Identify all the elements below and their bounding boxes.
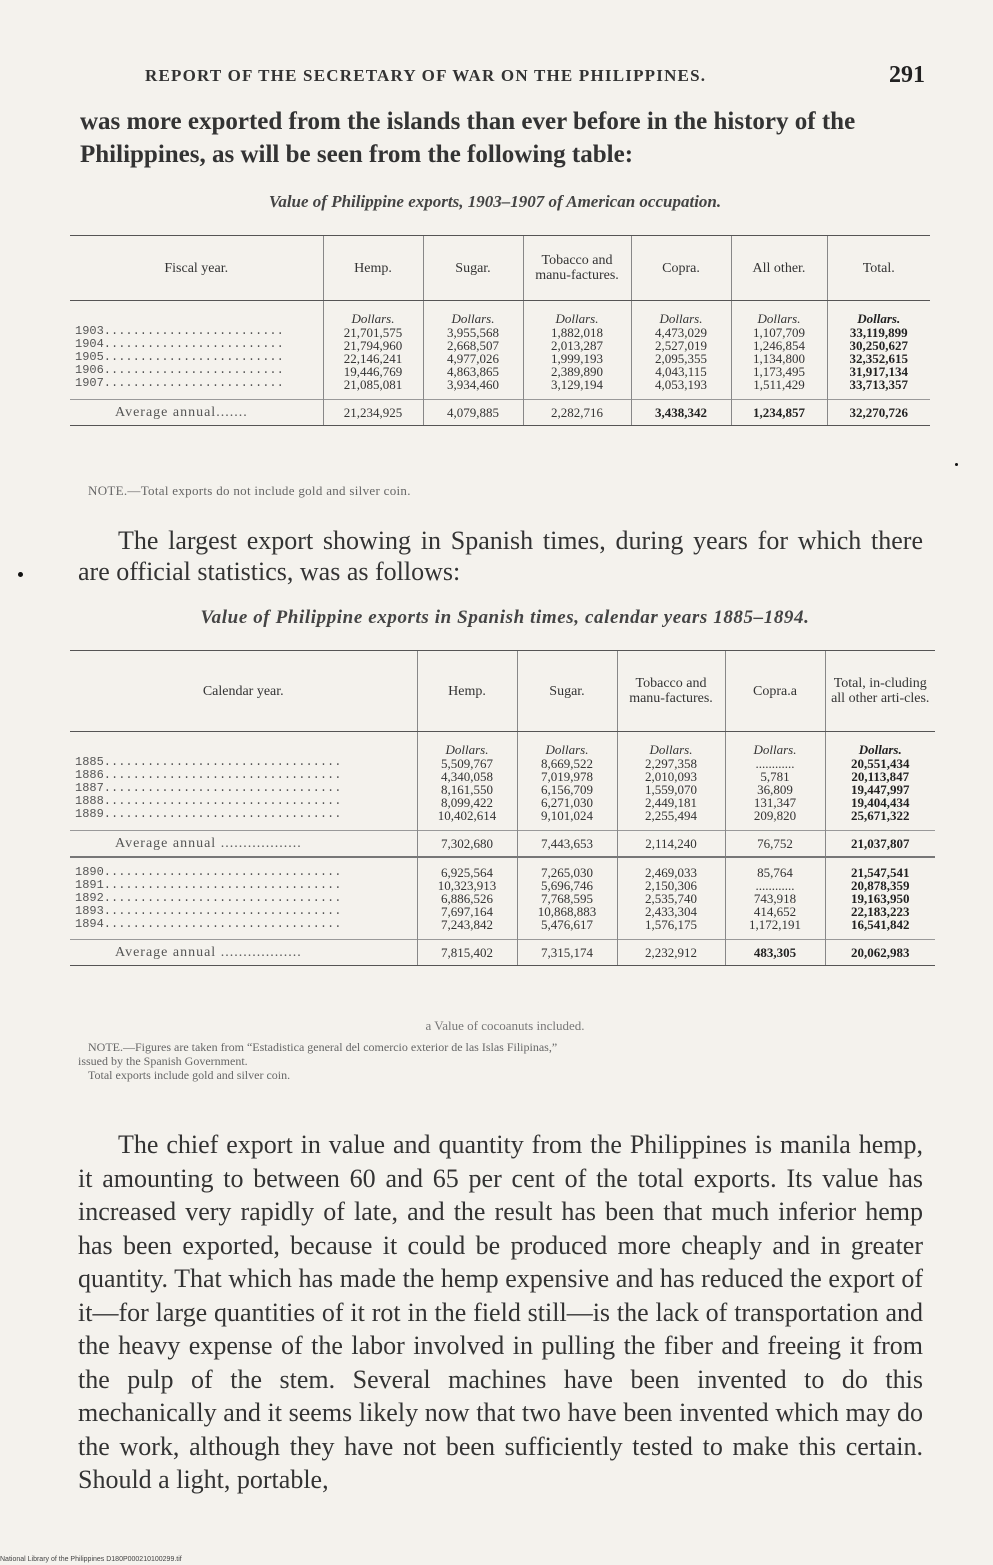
- unit-label: Dollars.: [659, 311, 703, 326]
- cell: 10,323,913: [437, 878, 497, 893]
- cell: 2,297,358: [645, 756, 697, 771]
- cell: 10,402,614: [437, 808, 497, 823]
- unit-label: Dollars.: [545, 742, 589, 757]
- cell: 10,868,883: [537, 904, 597, 919]
- cell: 21,037,807: [825, 831, 935, 858]
- table2-footnote: a Value of cocoanuts included.: [425, 1018, 585, 1033]
- cell: 85,764: [757, 865, 793, 880]
- cell: 21,085,081: [343, 377, 403, 392]
- cell: 22,146,241: [343, 351, 403, 366]
- cell: 6,271,030: [541, 795, 593, 810]
- cell: 5,781: [760, 769, 790, 784]
- unit-label: Dollars.: [451, 311, 495, 326]
- row-label: 1893.................................: [75, 904, 342, 918]
- col-header: Fiscal year.: [70, 236, 323, 301]
- cell: 743,918: [753, 891, 797, 906]
- unit-label: Dollars.: [757, 311, 801, 326]
- col-header: Sugar.: [423, 236, 523, 301]
- cell: 7,265,030: [541, 865, 593, 880]
- row-label: 1888.................................: [75, 794, 342, 808]
- cell: 21,794,960: [343, 338, 403, 353]
- cell: 4,473,029: [655, 325, 707, 340]
- cell: 1,134,800: [753, 351, 805, 366]
- cell: 76,752: [725, 831, 825, 858]
- cell: 1,999,193: [551, 351, 603, 366]
- cell: 7,443,653: [517, 831, 617, 858]
- cell: 33,713,357: [849, 377, 908, 392]
- cell: 7,019,978: [541, 769, 593, 784]
- cell: 2,449,181: [645, 795, 697, 810]
- col-header: Sugar.: [517, 651, 617, 732]
- cell: 1,172,191: [749, 917, 801, 932]
- cell: 3,934,460: [447, 377, 499, 392]
- row-label: 1890.................................: [75, 865, 342, 879]
- table2-header-row: [70, 651, 935, 732]
- cell: 9,101,024: [541, 808, 593, 823]
- row-label: 1903.........................: [75, 324, 284, 338]
- unit-label: Dollars.: [857, 311, 901, 326]
- cell: 6,925,564: [441, 865, 493, 880]
- row-label: Average annual ..................: [70, 940, 417, 966]
- table2-note: [78, 1040, 948, 1082]
- table1-note: NOTE.—Total exports do not include gold and silver coin.: [88, 483, 411, 498]
- row-label: 1891.................................: [75, 878, 342, 892]
- cell: 1,559,070: [645, 782, 697, 797]
- row-label: 1905.........................: [75, 350, 284, 364]
- table2-group2-block: [70, 857, 935, 940]
- cell: 2,232,912: [617, 940, 725, 966]
- table1-caption: Value of Philippine exports, 1903–1907 of American occupation.: [268, 192, 722, 211]
- cell: 4,043,115: [655, 364, 707, 379]
- cell: 5,476,617: [541, 917, 593, 932]
- cell: ............: [755, 756, 795, 771]
- cell: 5,509,767: [441, 756, 493, 771]
- cell: 4,863,865: [447, 364, 499, 379]
- cell: 21,547,541: [851, 865, 910, 880]
- american-exports-table: [70, 235, 930, 426]
- cell: 2,150,306: [645, 878, 697, 893]
- cell: 4,053,193: [655, 377, 707, 392]
- cell: 19,404,434: [851, 795, 910, 810]
- cell: 2,282,716: [523, 400, 631, 426]
- cell: 2,527,019: [655, 338, 707, 353]
- note-line: NOTE.—Figures are taken from “Estadistica general del comercio exterior de las Islas Filipinas,”: [88, 1040, 558, 1054]
- row-label: Average annual ..................: [70, 831, 417, 858]
- cell: 1,246,854: [753, 338, 805, 353]
- cell: 6,886,526: [441, 891, 493, 906]
- unit-label: Dollars.: [649, 742, 693, 757]
- col-header: Hemp.: [323, 236, 423, 301]
- unit-label: Dollars.: [753, 742, 797, 757]
- cell: 32,270,726: [827, 400, 930, 426]
- col-header: Copra.: [631, 236, 731, 301]
- cell: 20,062,983: [825, 940, 935, 966]
- cell: 1,107,709: [753, 325, 805, 340]
- table2-caption: Value of Philippine exports in Spanish times, calendar years 1885–1894.: [200, 607, 810, 628]
- unit-label: Dollars.: [351, 311, 395, 326]
- cell: 32,352,615: [849, 351, 908, 366]
- cell: 1,882,018: [551, 325, 603, 340]
- table1-header-row: [70, 236, 930, 301]
- cell: 21,701,575: [343, 325, 403, 340]
- cell: 4,977,026: [447, 351, 499, 366]
- cell: 209,820: [753, 808, 797, 823]
- cell: 8,161,550: [441, 782, 493, 797]
- unit-label: Dollars.: [555, 311, 599, 326]
- cell: 25,671,322: [851, 808, 910, 823]
- cell: 1,234,857: [731, 400, 827, 426]
- row-label: 1906.........................: [75, 363, 284, 377]
- cell: 8,099,422: [441, 795, 493, 810]
- intro-paragraph: was more exported from the islands than ever before in the history of the Philippines, as will be seen from the following table:: [80, 108, 856, 168]
- cell: 2,010,093: [645, 769, 697, 784]
- cell: 414,652: [753, 904, 797, 919]
- spanish-exports-table: [70, 650, 935, 966]
- col-header: Total.: [827, 236, 930, 301]
- col-header: Tobacco and manu-factures.: [523, 236, 631, 301]
- col-header: All other.: [731, 236, 827, 301]
- row-label: 1885.................................: [75, 755, 342, 769]
- cell: 7,315,174: [517, 940, 617, 966]
- cell: 19,447,997: [851, 782, 910, 797]
- spanish-intro-paragraph: The largest export showing in Spanish times, during years for which there are official statistics, was as follows:: [78, 526, 923, 586]
- table2-average1-row: [70, 831, 935, 858]
- table2-group1-block: [70, 732, 935, 831]
- cell: 1,511,429: [753, 377, 805, 392]
- cell: ............: [755, 878, 795, 893]
- page-number: 291: [889, 62, 925, 88]
- unit-label: Dollars.: [445, 742, 489, 757]
- cell: 1,173,495: [753, 364, 805, 379]
- cell: 36,809: [757, 782, 793, 797]
- scan-speck: [955, 463, 958, 466]
- cell: 19,446,769: [343, 364, 403, 379]
- table1-data-block: [70, 301, 930, 400]
- cell: 2,389,890: [551, 364, 603, 379]
- row-label: 1886.................................: [75, 768, 342, 782]
- cell: 16,541,842: [851, 917, 910, 932]
- cell: 20,551,434: [851, 756, 910, 771]
- row-label: Average annual.......: [70, 400, 323, 426]
- note-line: Total exports include gold and silver coin.: [88, 1068, 291, 1082]
- cell: 22,183,223: [851, 904, 910, 919]
- cell: 483,305: [725, 940, 825, 966]
- cell: 20,878,359: [851, 878, 910, 893]
- running-title: REPORT OF THE SECRETARY OF WAR ON THE PHILIPPINES.: [145, 66, 707, 85]
- cell: 2,668,507: [447, 338, 499, 353]
- cell: 2,095,355: [655, 351, 707, 366]
- cell: 3,438,342: [631, 400, 731, 426]
- row-label: 1892.................................: [75, 891, 342, 905]
- table2-average2-row: [70, 940, 935, 966]
- cell: 7,815,402: [417, 940, 517, 966]
- body-paragraph: The chief export in value and quantity from the Philippines is manila hemp, it amounting to between 60 and 65 per cent of the total exports. Its value has increased very rapidly of late, and the result has been that much inferior hemp has been exported, because it could be produced more cheaply and in greater quantity. That which has made the hemp expensive and has reduced the export of it—for large quantities of it rot in the field still—is the lack of transportation and the heavy expense of the labor involved in pulling the fiber and freeing it from the pulp of the stem. Several machines have been invented to do this mechanically and it seems likely now that two have been invented which may do the work, although they have not been sufficiently tested to make this certain. Should a light, portable,: [78, 1130, 923, 1494]
- cell: 4,079,885: [423, 400, 523, 426]
- cell: 33,119,899: [849, 325, 908, 340]
- col-header: Hemp.: [417, 651, 517, 732]
- col-header: Calendar year.: [70, 651, 417, 732]
- cell: 19,163,950: [851, 891, 910, 906]
- cell: 2,433,304: [645, 904, 697, 919]
- cell: 7,697,164: [441, 904, 493, 919]
- cell: 2,535,740: [645, 891, 697, 906]
- cell: 2,469,033: [645, 865, 697, 880]
- cell: 31,917,134: [849, 364, 908, 379]
- cell: 3,129,194: [551, 377, 603, 392]
- note-line: issued by the Spanish Government.: [78, 1054, 248, 1068]
- col-header: Total, in-cluding all other arti-cles.: [825, 651, 935, 732]
- scan-footer: National Library of the Philippines D180P000210100299.tif: [0, 1556, 182, 1563]
- cell: 1,576,175: [645, 917, 697, 932]
- unit-label: Dollars.: [858, 742, 902, 757]
- scan-speck: [18, 572, 23, 577]
- row-label: 1887.................................: [75, 781, 342, 795]
- cell: 131,347: [753, 795, 797, 810]
- cell: 30,250,627: [849, 338, 908, 353]
- cell: 7,243,842: [441, 917, 493, 932]
- table1-average-row: [70, 400, 930, 426]
- cell: 5,696,746: [541, 878, 593, 893]
- cell: 8,669,522: [541, 756, 593, 771]
- cell: 21,234,925: [323, 400, 423, 426]
- row-label: 1889.................................: [75, 807, 342, 821]
- cell: 2,255,494: [645, 808, 697, 823]
- cell: 6,156,709: [541, 782, 593, 797]
- cell: 7,768,595: [541, 891, 593, 906]
- col-header: Tobacco and manu-factures.: [617, 651, 725, 732]
- row-label: 1904.........................: [75, 337, 284, 351]
- col-header: Copra.a: [725, 651, 825, 732]
- row-label: 1907.........................: [75, 376, 284, 390]
- row-label: 1894.................................: [75, 917, 342, 931]
- cell: 2,114,240: [617, 831, 725, 858]
- cell: 7,302,680: [417, 831, 517, 858]
- cell: 4,340,058: [441, 769, 493, 784]
- cell: 20,113,847: [851, 769, 910, 784]
- running-header: [145, 62, 935, 92]
- cell: 2,013,287: [551, 338, 603, 353]
- cell: 3,955,568: [447, 325, 499, 340]
